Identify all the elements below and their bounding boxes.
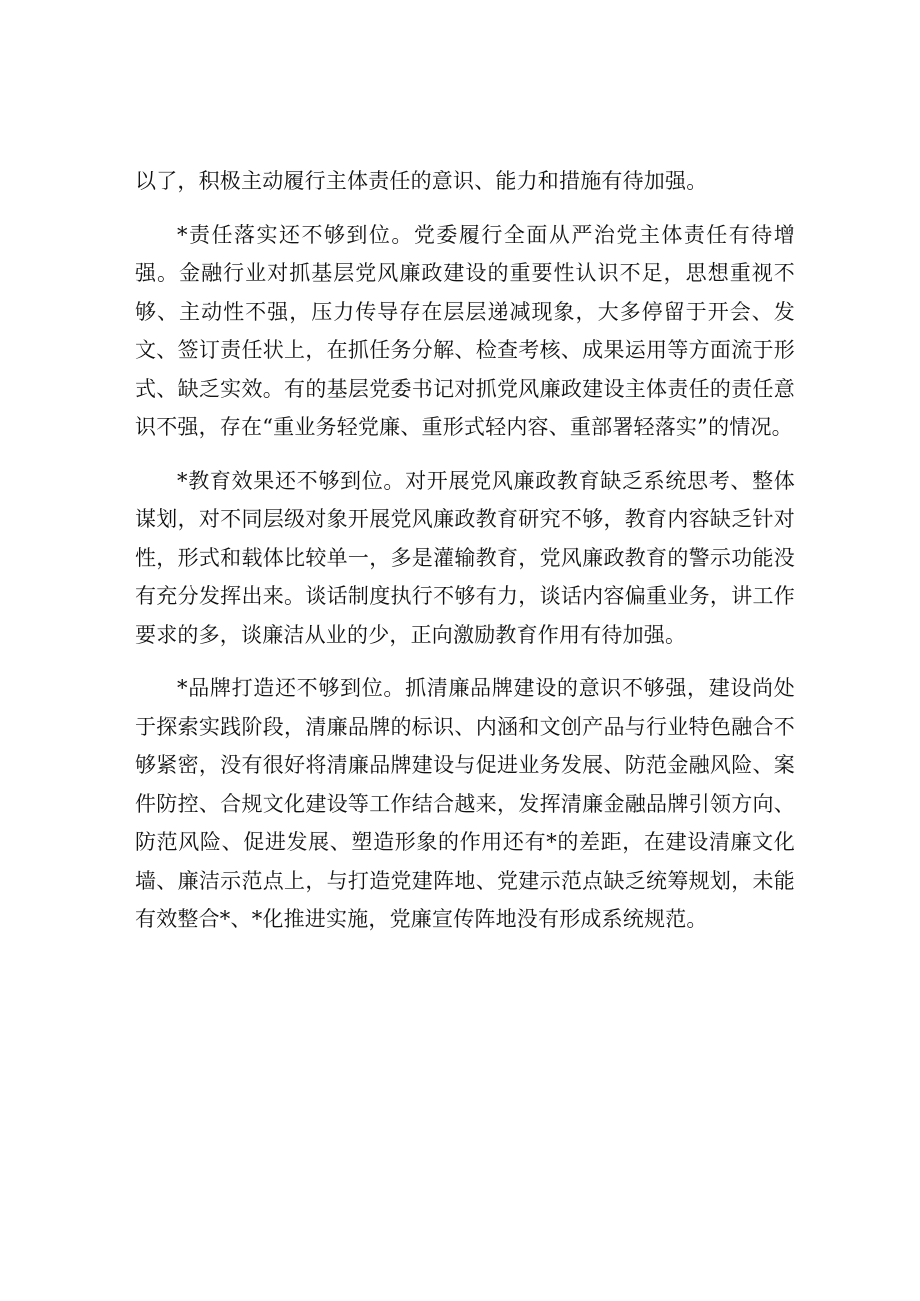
paragraph-gap — [135, 201, 795, 216]
paragraph-continuation: 以了，积极主动履行主体责任的意识、能力和措施有待加强。 — [135, 169, 708, 193]
paragraph-gap — [135, 654, 795, 669]
paragraph-brand: *品牌打造还不够到位。抓清廉品牌建设的意识不够强，建设尚处于探索实践阶段，清廉品牌的标识、内涵和文创产品与行业特色融合不够紧密，没有很好将清廉品牌建设与促进业务发展、防范金融风险、案件防控、合规文化建设等工作结合越来，发挥清廉金融品牌引领方向、防范风险、促进发展、塑造形象的作用还有*的差距，在建设清廉文化墙、廉洁示范点上，与打造党建阵地、党建示范点缺乏统筹规划，未能有效整合*、*化推进实施，党廉宣传阵地没有形成系统规范。 — [135, 676, 795, 931]
paragraph-education: *教育效果还不够到位。对开展党风廉政教育缺乏系统思考、整体谋划，对不同层级对象开展党风廉政教育研究不够，教育内容缺乏针对性，形式和载体比较单一，多是灌输教育，党风廉政教育的警示功能没有充分发挥出来。谈话制度执行不够有力，谈话内容偏重业务，讲工作要求的多，谈廉洁从业的少，正向激励教育作用有待加强。 — [135, 468, 795, 647]
paragraph-gap — [135, 447, 795, 462]
document-body — [135, 162, 795, 939]
paragraph-responsibility: *责任落实还不够到位。党委履行全面从严治党主体责任有待增强。金融行业对抓基层党风廉政建设的重要性认识不足，思想重视不够、主动性不强，压力传导存在层层递减现象，大多停留于开会、发文、签订责任状上，在抓任务分解、检查考核、成果运用等方面流于形式、缺乏实效。有的基层党委书记对抓党风廉政建设主体责任的责任意识不强，存在“重业务轻党廉、重形式轻内容、重部署轻落实”的情况。 — [135, 222, 795, 439]
